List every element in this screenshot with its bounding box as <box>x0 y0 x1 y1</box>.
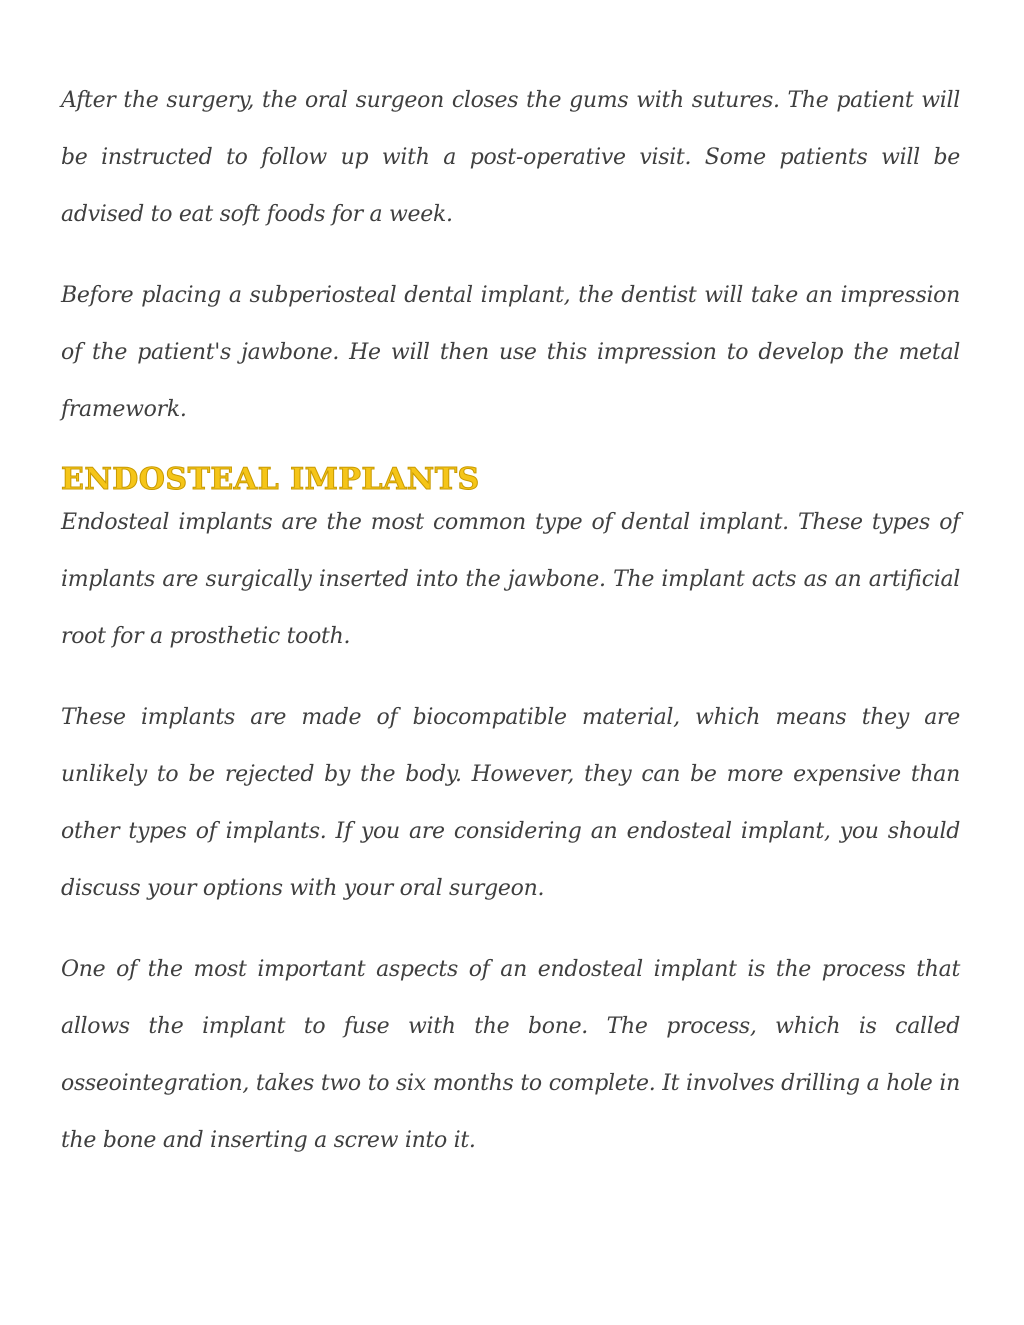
paragraph-osseointegration: One of the most important aspects of an endosteal implant is the process that allows the implant to fuse with the bone. The process, which is called osseointegration, takes two to six months to complete. It involves drilling a hole in the bone and inserting a screw into it. <box>61 957 960 1153</box>
document-page <box>61 72 960 1193</box>
paragraph-endosteal-intro: Endosteal implants are the most common type of dental implant. These types of implants are surgically inserted into the jawbone. The implant acts as an artificial root for a prosthetic tooth. <box>61 510 960 649</box>
paragraph-sutures: After the surgery, the oral surgeon closes the gums with sutures. The patient will be instructed to follow up with a post-operative visit. Some patients will be advised to eat soft foods for a week. <box>61 88 960 227</box>
paragraph-biocompatible: These implants are made of biocompatible material, which means they are unlikely to be rejected by the body. However, they can be more expensive than other types of implants. If you are considering an endosteal implant, you should discuss your options with your oral surgeon. <box>61 705 960 901</box>
paragraph-subperiosteal: Before placing a subperiosteal dental implant, the dentist will take an impression of the patient's jawbone. He will then use this impression to develop the metal framework. <box>61 283 960 422</box>
section-heading-endosteal: ENDOSTEAL IMPLANTS <box>61 462 480 497</box>
